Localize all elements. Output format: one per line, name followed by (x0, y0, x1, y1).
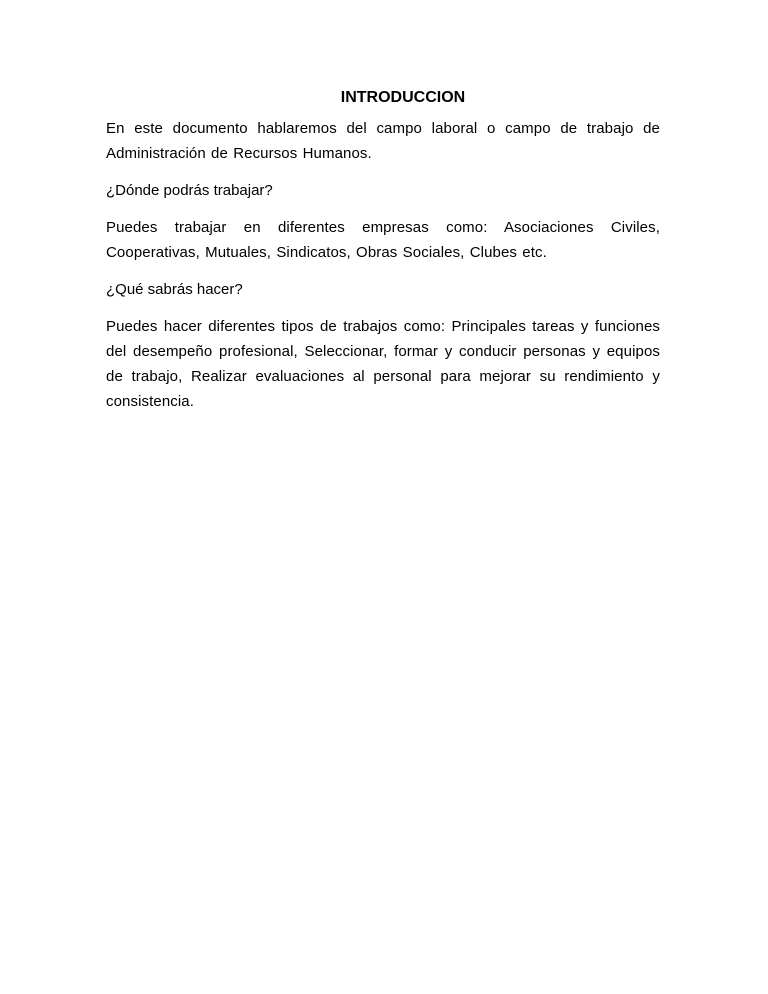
document-title: INTRODUCCION (340, 89, 466, 106)
question-what-do: ¿Qué sabrás hacer? (106, 281, 243, 298)
document-body (106, 86, 660, 426)
question-where-work: ¿Dónde podrás trabajar? (106, 182, 273, 199)
tasks-paragraph: Puedes hacer diferentes tipos de trabajos como: Principales tareas y funciones del desempeño profesional, Seleccionar, formar y conducir personas y equipos de trabajo, Realizar evaluaciones al personal para mejorar su rendimiento y consistencia. (106, 318, 660, 410)
workplaces-paragraph: Puedes trabajar en diferentes empresas como: Asociaciones Civiles, Cooperativas, Mutuales, Sindicatos, Obras Sociales, Clubes etc. (106, 219, 660, 261)
intro-paragraph: En este documento hablaremos del campo laboral o campo de trabajo de Administración de Recursos Humanos. (106, 120, 660, 162)
